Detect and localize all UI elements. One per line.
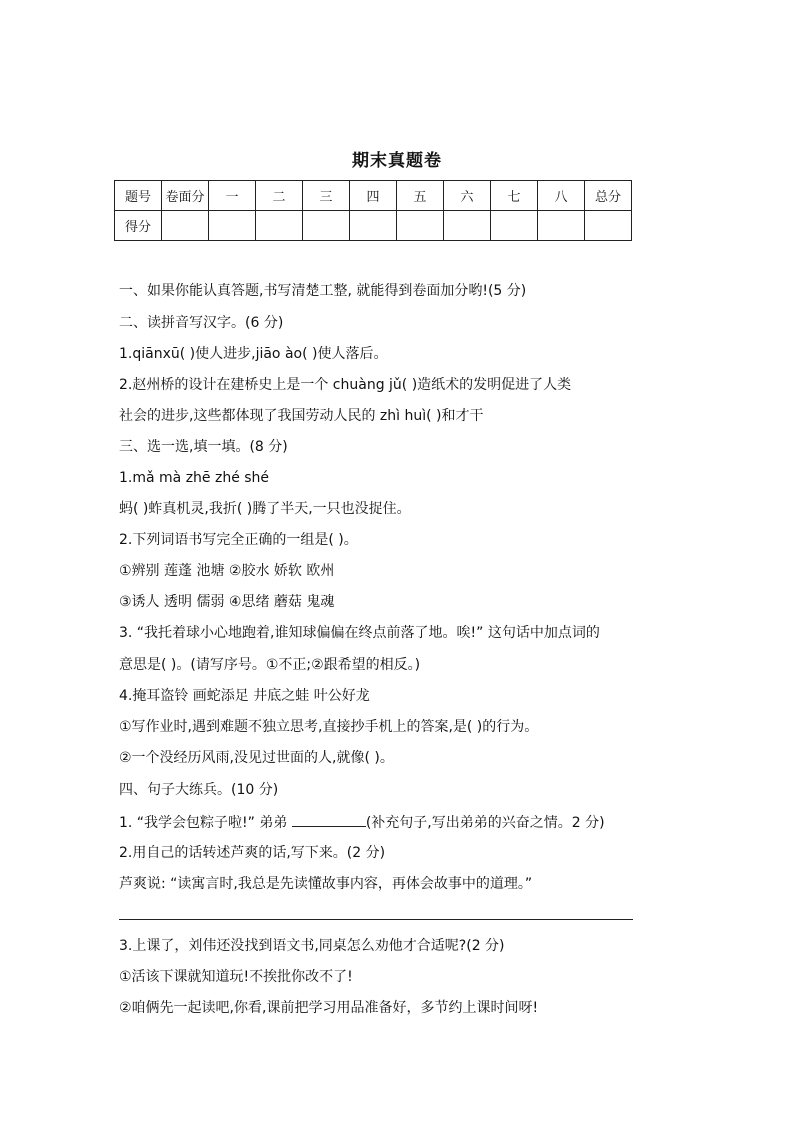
score-input-cell[interactable] [444,211,491,241]
section-1-heading: 一、如果你能认真答题,书写清楚工整, 就能得到卷面加分哟!(5 分) [119,283,527,299]
question-text: 2.用自己的话转述芦爽的话,写下来。(2 分) [119,845,386,861]
question-text: 社会的进步,这些都体现了我国劳动人民的 zhì huì( )和才干 [119,408,484,424]
score-input-cell[interactable] [350,211,397,241]
option-text: ③诱人 透明 儒弱 ④思绪 蘑菇 鬼魂 [119,594,335,610]
score-input-cell[interactable] [162,211,209,241]
question-suffix: (补充句子,写出弟弟的兴奋之情。2 分) [365,815,605,831]
question-text: ①写作业时,遇到难题不独立思考,直接抄手机上的答案,是( )的行为。 [119,719,539,735]
question-text: 2.赵州桥的设计在建桥史上是一个 chuàng jǔ( )造纸术的发明促进了人类 [119,377,572,393]
question-text: 2.下列词语书写完全正确的一组是( )。 [119,532,358,548]
question-text: ②一个没经历风雨,没见过世面的人,就像( )。 [119,750,394,766]
page-title: 期末真题卷 [352,151,442,171]
table-cell: 五 [397,181,444,211]
answer-blank[interactable] [292,812,366,827]
score-table [114,180,632,241]
question-text: 1.qiānxū( )使人进步,jiāo ào( )使人落后。 [119,346,388,362]
score-input-cell[interactable] [491,211,538,241]
table-cell: 一 [209,181,256,211]
score-input-cell[interactable] [538,211,585,241]
table-cell: 总分 [585,181,632,211]
table-cell: 三 [303,181,350,211]
score-table-score-row [115,211,632,241]
question-text: 1.mǎ mà zhē zhé shé [119,470,270,486]
quote-text: 芦爽说: “读寓言时,我总是先读懂故事内容，再体会故事中的道理。” [119,876,533,892]
question-prefix: 1. “我学会包粽子啦!” 弟弟 [119,815,292,831]
table-cell: 题号 [115,181,162,211]
score-table-header-row [115,181,632,211]
question-text: 蚂( )蚱真机灵,我折( )腾了半天,一只也没捉住。 [119,501,411,517]
question-text [119,812,605,833]
table-cell: 四 [350,181,397,211]
option-text: ①活该下课就知道玩!不挨批你改不了! [119,969,353,985]
score-input-cell[interactable] [256,211,303,241]
score-input-cell[interactable] [303,211,350,241]
section-4-heading: 四、句子大练兵。(10 分) [119,782,279,798]
question-text: 3.上课了，刘伟还没找到语文书,同桌怎么劝他才合适呢?(2 分) [119,938,505,954]
question-text: 3. “我托着球小心地跑着,谁知球偏偏在终点前落了地。唉!” 这句话中加点词的 [119,625,600,641]
question-text: 意思是( )。(请写序号。①不正;②跟希望的相反。) [119,657,421,673]
score-input-cell[interactable] [209,211,256,241]
table-cell: 七 [491,181,538,211]
table-cell: 八 [538,181,585,211]
answer-line[interactable] [119,919,633,920]
table-cell: 六 [444,181,491,211]
option-text: ②咱俩先一起读吧,你看,课前把学习用品准备好，多节约上课时间呀! [119,1000,539,1016]
table-cell: 二 [256,181,303,211]
table-cell: 得分 [115,211,162,241]
section-3-heading: 三、选一选,填一填。(8 分) [119,439,288,455]
table-cell: 卷面分 [162,181,209,211]
score-input-cell[interactable] [397,211,444,241]
score-input-cell[interactable] [585,211,632,241]
option-text: ①辨别 莲蓬 池塘 ②胶水 娇软 欧州 [119,563,335,579]
section-2-heading: 二、读拼音写汉字。(6 分) [119,315,284,331]
question-text: 4.掩耳盗铃 画蛇添足 井底之蛙 叶公好龙 [119,688,370,704]
